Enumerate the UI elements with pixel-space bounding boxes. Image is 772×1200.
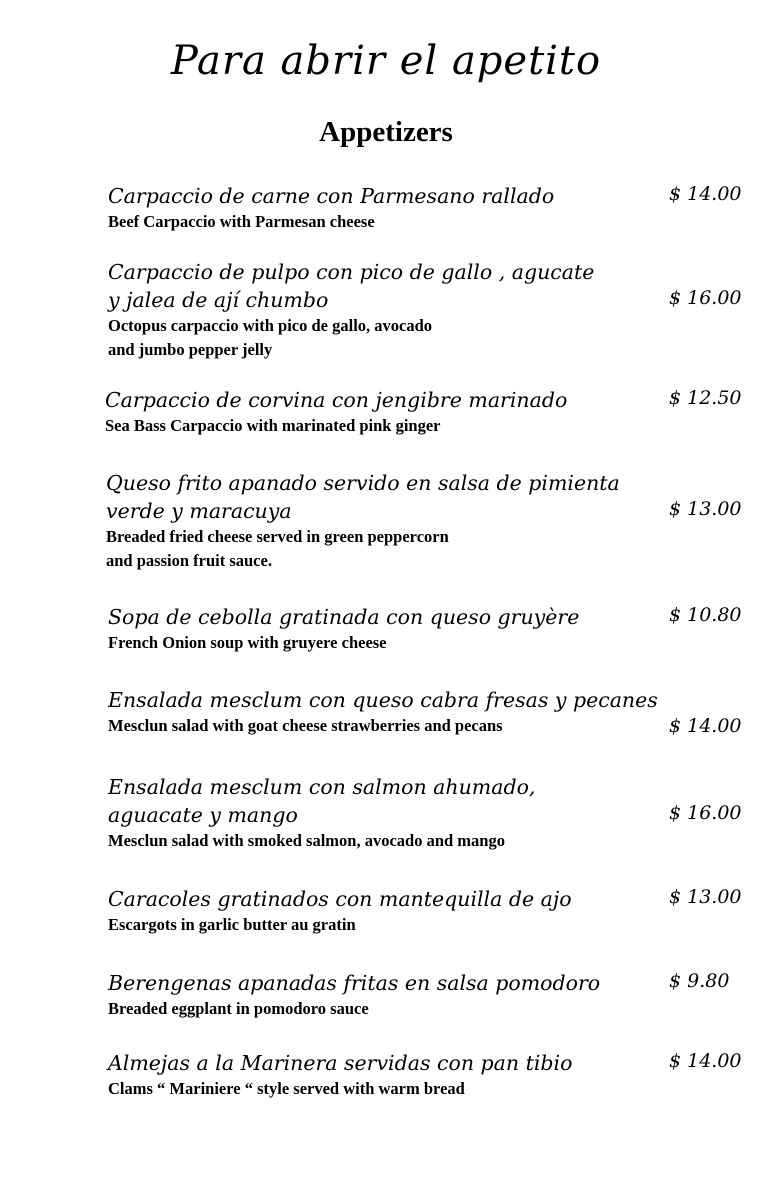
menu-subtitle: Appetizers xyxy=(319,116,453,148)
item-name-english: Sea Bass Carpaccio with marinated pink ginger xyxy=(105,416,441,435)
item-price: $ 14.00 xyxy=(669,183,742,205)
menu-item-onion-soup xyxy=(108,603,748,655)
item-name-spanish: Berengenas apanadas fritas en salsa pomodoro xyxy=(108,971,601,995)
menu-item-octopus-carpaccio xyxy=(108,258,748,362)
item-name-spanish: Queso frito apanado servido en salsa de pimienta verde y maracuya xyxy=(106,471,620,523)
menu-item-fried-cheese xyxy=(106,469,746,573)
menu-item-goat-cheese-salad xyxy=(108,686,748,738)
item-name-english: Octopus carpaccio with pico de gallo, avocado and jumbo pepper jelly xyxy=(108,316,433,359)
item-name-spanish: Sopa de cebolla gratinada con queso gruyère xyxy=(108,605,580,629)
item-name-spanish: Carpaccio de carne con Parmesano rallado xyxy=(108,184,555,208)
item-name-spanish: Carpaccio de pulpo con pico de gallo , agucate y jalea de ají chumbo xyxy=(108,260,595,312)
item-price: $ 14.00 xyxy=(669,715,742,737)
item-name-english: Breaded eggplant in pomodoro sauce xyxy=(108,999,369,1018)
item-price: $ 13.00 xyxy=(669,498,742,520)
item-price: $ 16.00 xyxy=(669,802,742,824)
item-name-english: Mesclun salad with goat cheese strawberries and pecans xyxy=(108,716,503,735)
item-name-spanish: Carpaccio de corvina con jengibre marinado xyxy=(105,388,568,412)
item-price: $ 12.50 xyxy=(669,387,742,409)
menu-item-beef-carpaccio xyxy=(108,182,748,234)
menu-item-escargots xyxy=(108,885,748,937)
menu-item-sea-bass-carpaccio xyxy=(105,386,745,438)
menu-title: Para abrir el apetito xyxy=(170,38,602,84)
item-name-spanish: Almejas a la Marinera servidas con pan tibio xyxy=(108,1051,573,1075)
item-name-english: Breaded fried cheese served in green peppercorn and passion fruit sauce. xyxy=(106,527,449,570)
item-name-english: Escargots in garlic butter au gratin xyxy=(108,915,356,934)
item-name-english: Beef Carpaccio with Parmesan cheese xyxy=(108,212,375,231)
menu-item-clams xyxy=(108,1049,748,1101)
item-name-spanish: Ensalada mesclum con queso cabra fresas y pecanes xyxy=(108,688,658,712)
item-price: $ 14.00 xyxy=(669,1050,742,1072)
item-price: $ 16.00 xyxy=(669,287,742,309)
item-name-english: Clams “ Mariniere “ style served with warm bread xyxy=(108,1079,465,1098)
item-name-spanish: Ensalada mesclum con salmon ahumado, aguacate y mango xyxy=(108,775,536,827)
menu-item-salmon-salad xyxy=(108,773,748,853)
item-price: $ 10.80 xyxy=(669,604,742,626)
item-name-english: Mesclun salad with smoked salmon, avocado and mango xyxy=(108,831,505,850)
item-name-english: French Onion soup with gruyere cheese xyxy=(108,633,387,652)
menu-item-eggplant xyxy=(108,969,748,1021)
item-price: $ 13.00 xyxy=(669,886,742,908)
item-price: $ 9.80 xyxy=(669,970,730,992)
item-name-spanish: Caracoles gratinados con mantequilla de ajo xyxy=(108,887,572,911)
